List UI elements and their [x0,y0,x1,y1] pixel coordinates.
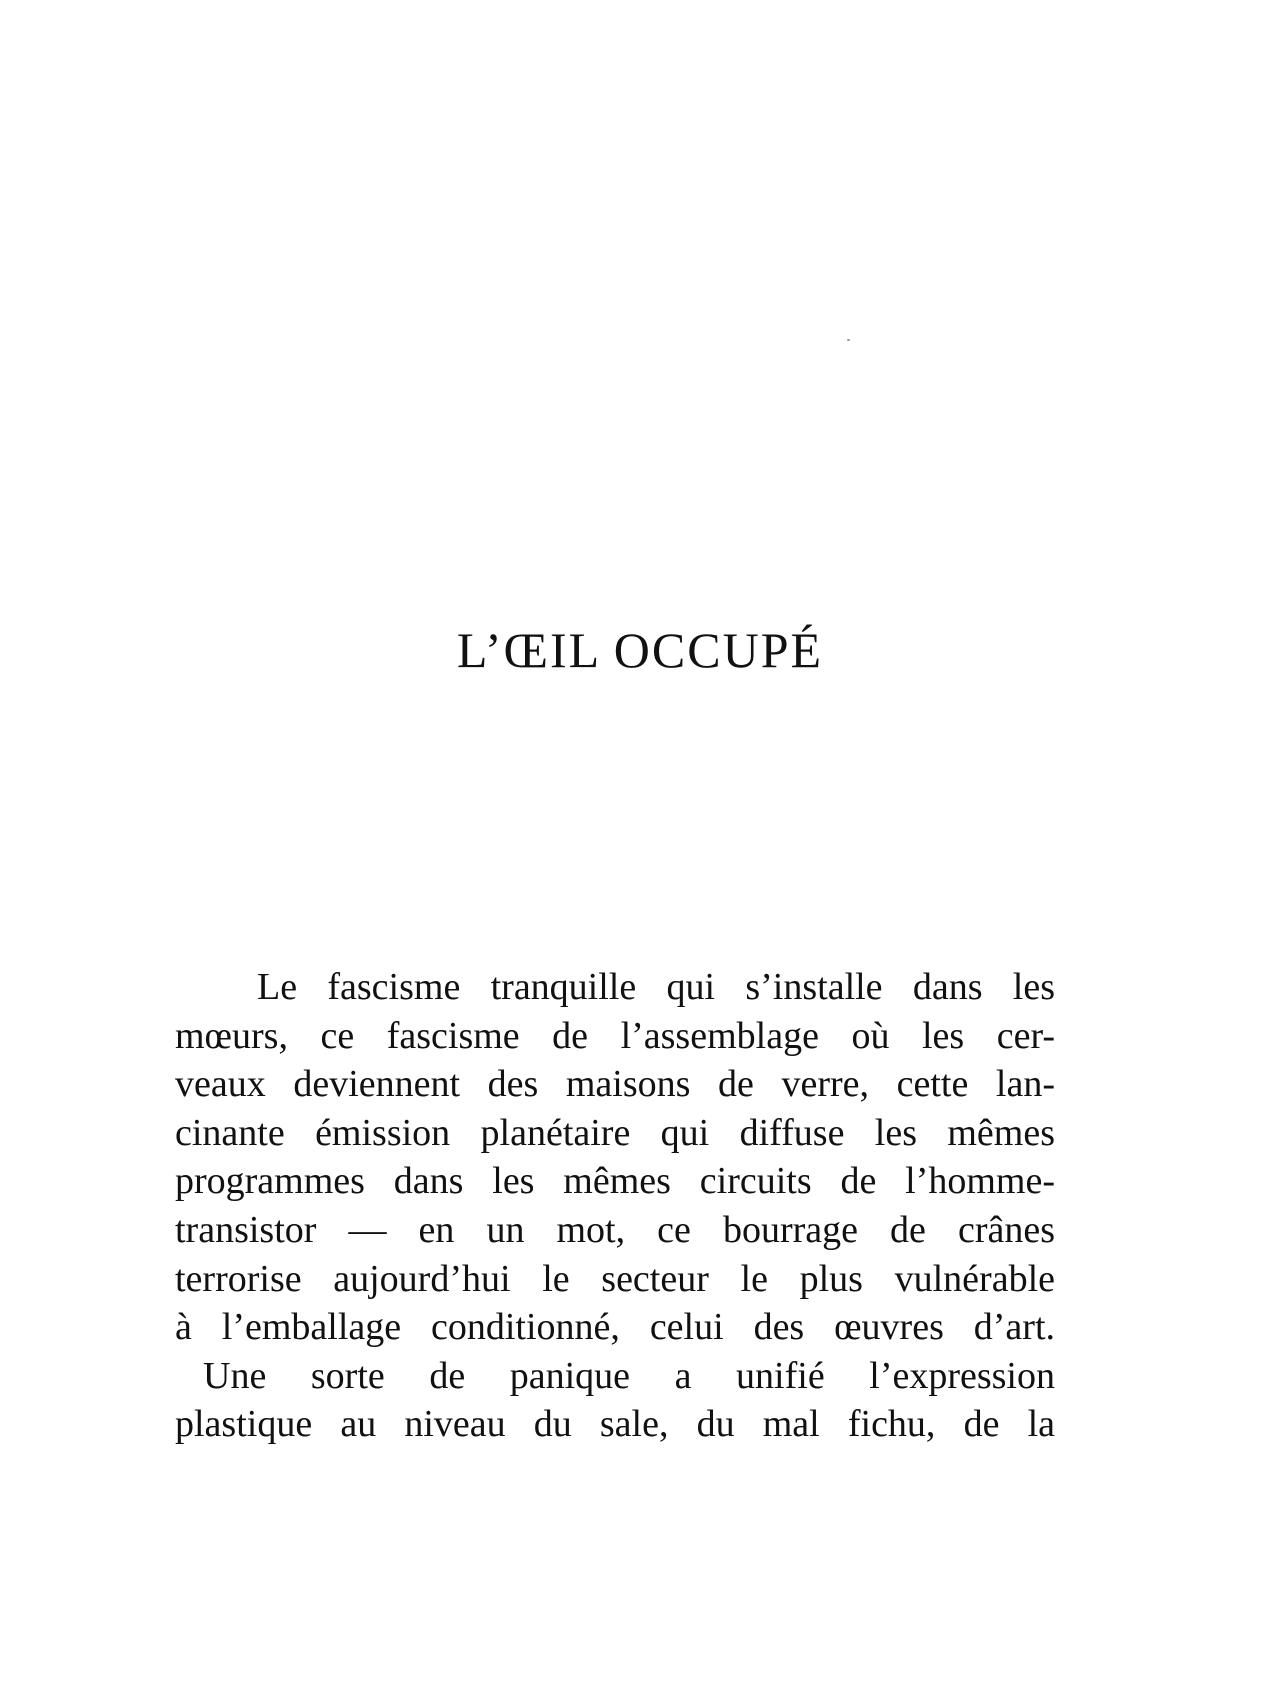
text-line: transistor — en un mot, ce bourrage de crânes [175,1208,1055,1251]
text-line: Le fascisme tranquille qui s’installe dans les [257,966,1055,1008]
text-line: plastique au niveau du sale, du mal fichu, de la [175,1403,1055,1446]
scan-speck [847,339,850,341]
body-text [175,963,1055,1449]
text-line: cinante émission planétaire qui diffuse les mêmes [175,1111,1055,1154]
text-line: veaux deviennent des maisons de verre, cette lan- [175,1063,1055,1106]
text-line: terrorise aujourd’hui le secteur le plus vulnérable [175,1257,1055,1300]
text-line: programmes dans les mêmes circuits de l’homme- [175,1160,1055,1203]
text-line: mœurs, ce fascisme de l’assemblage où les cer- [175,1014,1055,1057]
text-line: à l’emballage conditionné, celui des œuvres d’art. [175,1306,1055,1349]
chapter-title: L’ŒIL OCCUPÉ [456,622,824,678]
text-line: Une sorte de panique a unifié l’expression [203,1354,1055,1397]
